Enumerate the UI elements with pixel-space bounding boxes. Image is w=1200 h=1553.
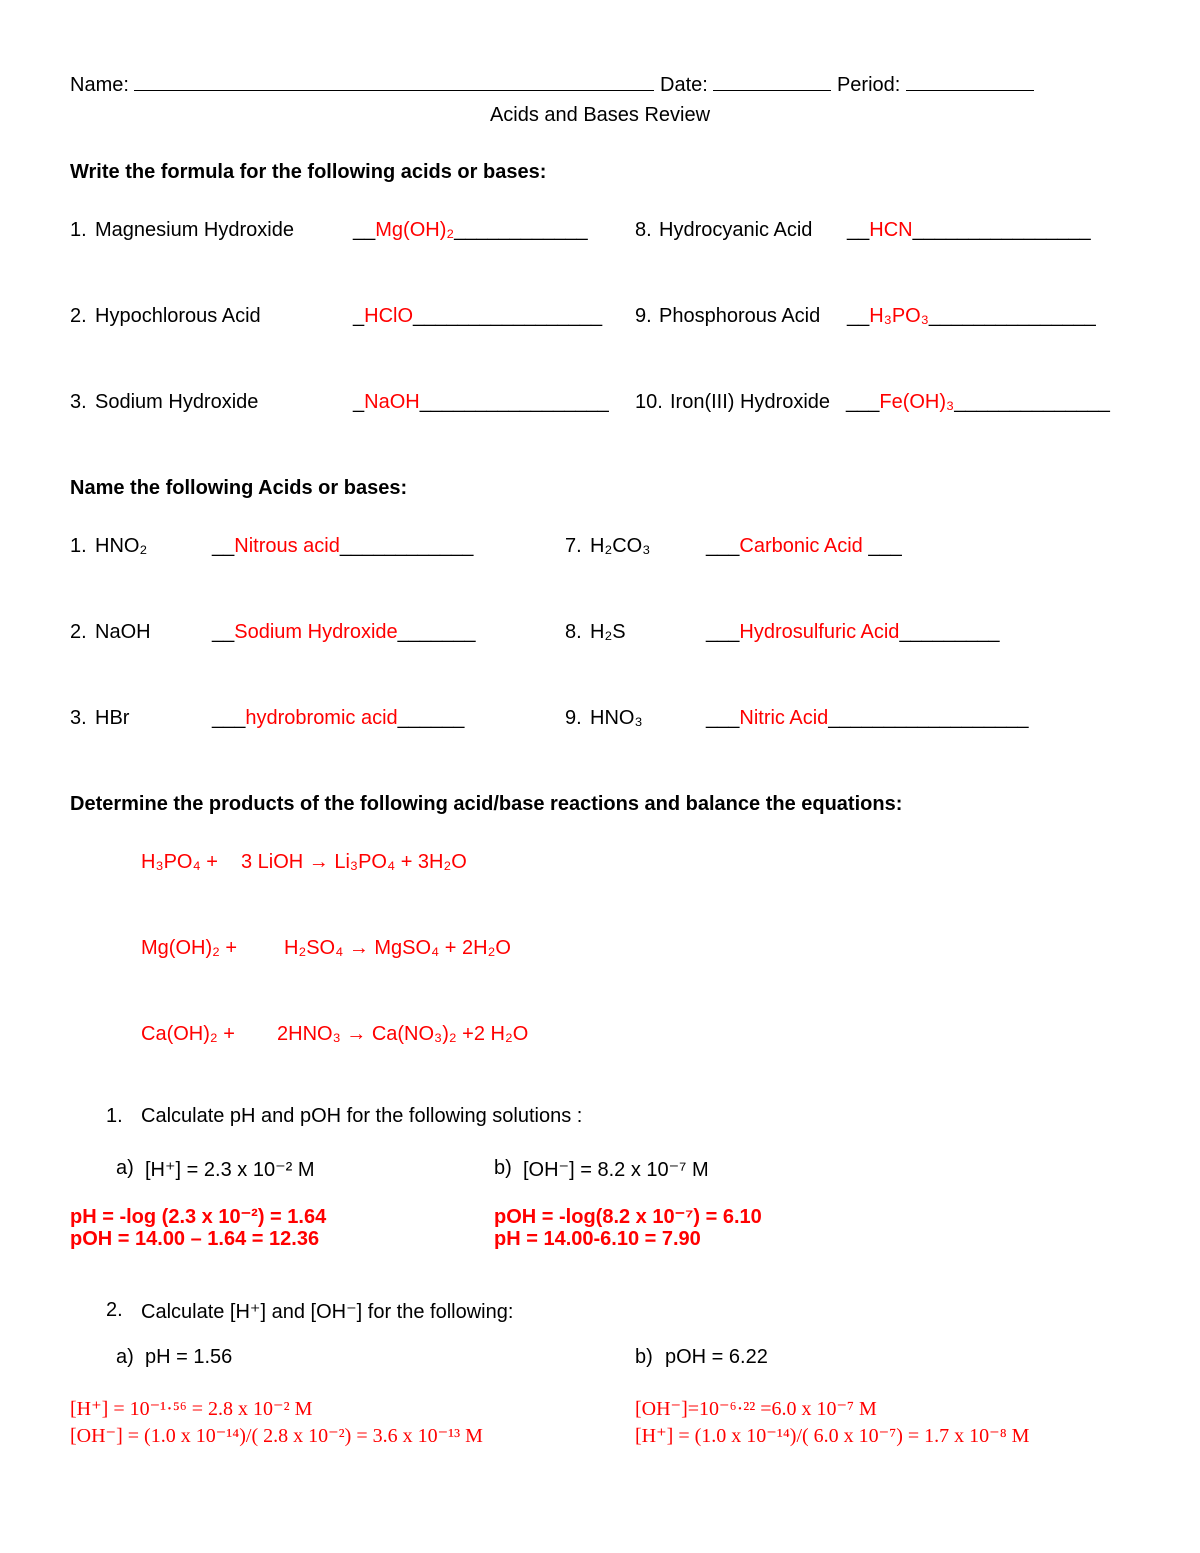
answer-field[interactable] [212,707,464,730]
item-name: Phosphorous Acid [659,305,821,327]
answer-suffix: __________________ [828,707,1029,729]
answer-text: Nitric Acid [739,707,829,729]
answer-field[interactable] [212,621,476,644]
page-title: Acids and Bases Review [489,104,711,126]
section3-heading: Determine the products of the following acid/base reactions and balance the equations: [70,793,903,815]
answer-field[interactable] [846,391,1110,414]
answer-text: H₃PO₃ [869,305,929,327]
question-number: 1. [106,1105,123,1127]
item-number: 8. [635,219,652,241]
answer-text: HCN [869,219,913,241]
equation-right: 3 LiOH → Li₃PO₄ + 3H₂O [241,851,467,873]
part-label: b) [494,1157,512,1179]
item-formula: H₂CO₃ [590,535,651,557]
question-number: 2. [106,1299,123,1321]
answer-field[interactable] [847,219,1091,242]
answer-line: [OH⁻] = (1.0 x 10⁻¹⁴)/( 2.8 x 10⁻²) = 3.6 x 10⁻¹³ M [70,1425,483,1447]
equation-left: Mg(OH)₂ + [141,937,238,959]
answer-text: Sodium Hydroxide [234,621,398,643]
answer-field[interactable] [353,305,602,328]
item-formula: HBr [95,707,130,729]
answer-suffix: _________________ [419,391,609,413]
name-blank[interactable] [134,74,654,91]
answer-suffix: _______ [397,621,476,643]
item-formula: NaOH [95,621,151,643]
answer-text: NaOH [364,391,420,413]
answer-text: HClO [364,305,414,327]
answer-suffix: ______________ [954,391,1110,413]
date-blank[interactable] [713,74,831,91]
answer-text: Hydrosulfuric Acid [739,621,900,643]
given-value: [OH⁻] = 8.2 x 10⁻⁷ M [523,1159,709,1181]
given-value: [H⁺] = 2.3 x 10⁻² M [145,1159,315,1181]
equation-left: H₃PO₄ + [141,851,218,873]
item-name: Sodium Hydroxide [95,391,259,413]
answer-suffix: ____________ [454,219,588,241]
answer-prefix: _ [353,305,365,327]
answer-prefix: _ [353,391,365,413]
answer-prefix: __ [212,535,235,557]
answer-line: [H⁺] = (1.0 x 10⁻¹⁴)/( 6.0 x 10⁻⁷) = 1.7 x 10⁻⁸ M [635,1425,1030,1447]
answer-suffix: ___ [868,535,902,557]
question-text: Calculate pH and pOH for the following solutions : [141,1105,583,1127]
answer-field[interactable] [847,305,1096,328]
answer-prefix: ___ [706,535,740,557]
answer-field[interactable] [353,219,588,242]
answer-suffix: ____________ [339,535,474,557]
answer-prefix: __ [212,621,235,643]
item-number: 1. [70,219,87,241]
answer-text: Fe(OH)₃ [879,391,955,413]
answer-line: pH = 14.00-6.10 = 7.90 [494,1228,701,1250]
name-label: Name: [70,74,129,96]
section2-heading: Name the following Acids or bases: [70,477,408,499]
part-label: a) [116,1346,134,1368]
item-number: 1. [70,535,87,557]
answer-suffix: _________________ [413,305,603,327]
item-number: 10. [635,391,663,413]
answer-text: Mg(OH)₂ [375,219,455,241]
item-number: 2. [70,305,87,327]
item-number: 7. [565,535,582,557]
answer-text: Carbonic Acid [739,535,869,557]
answer-prefix: __ [847,305,870,327]
answer-field[interactable] [706,707,1029,730]
given-value: pOH = 6.22 [665,1346,768,1368]
item-number: 9. [565,707,582,729]
answer-text: Nitrous acid [234,535,340,557]
item-name: Iron(III) Hydroxide [670,391,831,413]
answer-suffix: _______________ [928,305,1096,327]
item-number: 3. [70,707,87,729]
item-formula: H₂S [590,621,626,643]
name-line [70,74,1034,97]
period-blank[interactable] [906,74,1034,91]
item-formula: HNO₂ [95,535,148,557]
equation-right: H₂SO₄ → MgSO₄ + 2H₂O [284,937,511,959]
answer-text: hydrobromic acid [245,707,398,729]
item-name: Hypochlorous Acid [95,305,261,327]
period-label: Period: [836,74,901,96]
answer-line: pH = -log (2.3 x 10⁻²) = 1.64 [70,1206,327,1228]
answer-line: [H⁺] = 10⁻¹·⁵⁶ = 2.8 x 10⁻² M [70,1398,313,1420]
item-name: Hydrocyanic Acid [659,219,813,241]
item-number: 2. [70,621,87,643]
answer-field[interactable] [706,535,902,558]
answer-prefix: ___ [212,707,246,729]
equation-right: 2HNO₃ → Ca(NO₃)₂ +2 H₂O [277,1023,529,1045]
answer-prefix: ___ [846,391,880,413]
answer-field[interactable] [212,535,473,558]
item-number: 8. [565,621,582,643]
answer-prefix: ___ [706,707,740,729]
answer-prefix: __ [847,219,870,241]
answer-prefix: __ [353,219,376,241]
answer-field[interactable] [353,391,609,414]
answer-suffix: ________________ [912,219,1091,241]
part-label: a) [116,1157,134,1179]
section1-heading: Write the formula for the following acids or bases: [70,161,547,183]
answer-line: pOH = 14.00 – 1.64 = 12.36 [70,1228,320,1250]
item-name: Magnesium Hydroxide [95,219,294,241]
answer-prefix: ___ [706,621,740,643]
answer-field[interactable] [706,621,1000,644]
answer-suffix: _________ [899,621,1000,643]
item-number: 3. [70,391,87,413]
given-value: pH = 1.56 [145,1346,233,1368]
date-label: Date: [660,74,708,96]
part-label: b) [635,1346,653,1368]
equation-left: Ca(OH)₂ + [141,1023,235,1045]
answer-line: [OH⁻]=10⁻⁶·²² =6.0 x 10⁻⁷ M [635,1398,877,1420]
question-text: Calculate [H⁺] and [OH⁻] for the following: [141,1301,514,1323]
answer-line: pOH = -log(8.2 x 10⁻⁷) = 6.10 [494,1206,762,1228]
item-number: 9. [635,305,652,327]
answer-suffix: ______ [397,707,465,729]
item-formula: HNO₃ [590,707,643,729]
